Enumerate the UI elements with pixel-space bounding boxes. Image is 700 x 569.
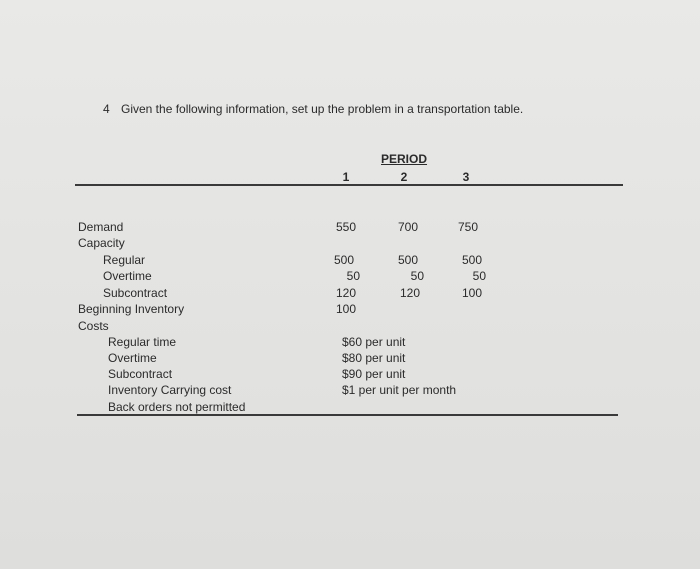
top-rule bbox=[75, 184, 623, 186]
regular-label: Regular bbox=[103, 253, 146, 267]
subcontract-label: Subcontract bbox=[103, 286, 168, 300]
period-3-label: 3 bbox=[462, 170, 470, 184]
costs-label: Costs bbox=[78, 319, 109, 333]
cost-inventory-carrying-label: Inventory Carrying cost bbox=[108, 383, 232, 397]
bottom-rule bbox=[77, 414, 618, 416]
beginning-inventory-label: Beginning Inventory bbox=[78, 302, 185, 316]
beginning-inventory-period-1: 100 bbox=[335, 302, 357, 316]
overtime-period-1: 50 bbox=[346, 269, 360, 283]
cost-subcontract-value: $90 per unit bbox=[342, 367, 406, 381]
cost-overtime-value: $80 per unit bbox=[342, 351, 406, 365]
demand-period-1: 550 bbox=[335, 220, 357, 234]
period-1-label: 1 bbox=[342, 170, 350, 184]
cost-overtime-label: Overtime bbox=[108, 351, 157, 365]
period-2-label: 2 bbox=[400, 170, 408, 184]
cost-regular-time-label: Regular time bbox=[108, 335, 177, 349]
overtime-period-2: 50 bbox=[410, 269, 424, 283]
overtime-label: Overtime bbox=[103, 269, 152, 283]
cost-inventory-carrying-value: $1 per unit per month bbox=[342, 383, 457, 397]
regular-period-3: 500 bbox=[461, 253, 483, 267]
subcontract-period-2: 120 bbox=[399, 286, 421, 300]
regular-period-2: 500 bbox=[397, 253, 419, 267]
question-text: Given the following information, set up the problem in a transportation table. bbox=[121, 102, 524, 116]
demand-period-2: 700 bbox=[397, 220, 419, 234]
cost-regular-time-value: $60 per unit bbox=[342, 335, 406, 349]
demand-period-3: 750 bbox=[457, 220, 479, 234]
subcontract-period-1: 120 bbox=[335, 286, 357, 300]
subcontract-period-3: 100 bbox=[461, 286, 483, 300]
capacity-label: Capacity bbox=[78, 236, 125, 250]
period-header: PERIOD bbox=[381, 152, 428, 166]
overtime-period-3: 50 bbox=[472, 269, 486, 283]
cost-subcontract-label: Subcontract bbox=[108, 367, 173, 381]
question-number: 4 bbox=[103, 102, 110, 116]
regular-period-1: 500 bbox=[333, 253, 355, 267]
back-orders-note: Back orders not permitted bbox=[108, 400, 246, 414]
demand-label: Demand bbox=[78, 220, 124, 234]
